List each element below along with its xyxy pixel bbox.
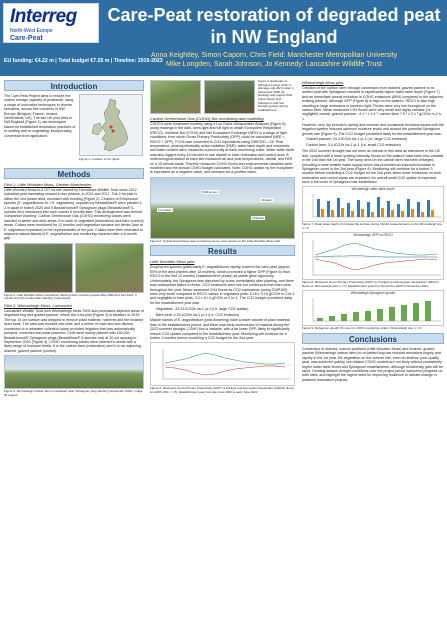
fig6-chart bbox=[150, 342, 295, 386]
lwm-results-text: Eriophorum species (particularly E. angustifolium) rapidly covered the bare peat (approx. 50% of the area planted after 18 months), which promoted a higher GPP (Figure 6) than RECO in the first 12 months ('establishment' phase) as plants grew vigorously. Unfortunately, the Sphagnum was disturbed by crows immediately after planting, and there was widespread failure to thrive. CO2 emissions were low but continuous from bare peat throughout the year. Mean measured CH4 fluxes as CO2 equivalents (using GWP100) were very small compared to RECO values in vegetated plots: 0.16 ± 0.16 gCO2e m-2 hr-1 and negligible in bare plots: 3.2 x 10-4 gCO2e m-2 hr-1. The CO2 budget (modelled data) for the establishment year was: bbox=[150, 265, 295, 305]
pilot1-heading: Pilot 1: Little Woolden Moss, Greater Manchester bbox=[4, 182, 92, 187]
interreg-logo bbox=[3, 3, 99, 43]
fig9-chart bbox=[302, 290, 444, 326]
right-column bbox=[302, 80, 444, 384]
fig2-photo-right bbox=[75, 243, 144, 293]
logo-programme: Care-Peat bbox=[10, 35, 43, 42]
funding-line: EU funding: €4.22 m | Total budget €7.55 m | Timeline: 2019-2023 bbox=[4, 58, 163, 64]
results-heading: Results bbox=[150, 245, 295, 256]
logo-subtitle: North-West Europe bbox=[10, 28, 53, 34]
fig4-photo-b bbox=[204, 80, 255, 114]
fig7-chart bbox=[302, 186, 444, 222]
authors-block bbox=[104, 51, 444, 69]
fig8-caption: Figure 8. Measured Gross Primary Productivity (GPP) (in full light) and Ecosystem Respiration (RECO) fluxes on Winmarleigh pilot; n = 6. Establishment year from November 2020 to November 2021. bbox=[302, 280, 439, 288]
conclusions-heading: Conclusions bbox=[302, 333, 444, 344]
winmarleigh-heading: Winmarleigh Moss pilot bbox=[302, 80, 344, 85]
authors-line-2: Mike Longden, Sarah Johnson, Jo Kennedy: Lancashire Wildlife Trust bbox=[166, 61, 382, 68]
fig2-photos bbox=[4, 243, 144, 293]
poster-title: Care-Peat restoration of degraded peat in NW England bbox=[107, 5, 441, 47]
farm-budget: Carbon farm: 3.4 tCO2e ha-1 yr-1 (i.e. small CO2 emission) bbox=[306, 143, 401, 148]
winmarleigh-text-3: The 2022 summer drought has not been as intense in this area as elsewhere in the UK and, coupled with a lower grazing intensity, fluxes on the pasture have been less variable in the 2nd than the 1st year. The sump area on the carbon farm has been enlarged, providing a more reliable water supply which has promoted an improved increase in Sphagnum cover in the 2nd year (Figure 9). Monitoring will continue for a further 3 months before modelling a CO2 budget for the 2nd year, when lower emissions on both restoration and control areas are expected. An overall small CO2 uptake is expected once a full cover of Sphagnum has established. bbox=[302, 149, 444, 185]
left-column bbox=[4, 80, 144, 399]
fig3-caption: Figure 3. Winmarleigh Carbon farm immediately after Sphagnum plug planting (September 2020), image 25 August. bbox=[4, 389, 143, 397]
fig9-caption: Figure 9. Sphagnum growth (% cover) in 100% monitoring collars, Winmarleigh site. n = 6. bbox=[302, 326, 422, 331]
fig8-svg bbox=[303, 237, 445, 279]
fig4-block bbox=[150, 80, 295, 114]
authors-line-1: Anna Keightley, Simon Caporn, Chris Field: Manchester Metropolitan University bbox=[150, 52, 398, 59]
intro-block bbox=[4, 94, 144, 168]
conclusions-text: Conversion of drained, cutover peatland (Little Woolden Moss) and drained, grazed pasture (Winmarleigh carbon farm) to re-wetted bog has reduced emissions hugely and rapidly in the 1st year. Re-vegetation on the cutover site, even on shallow, poor-quality peat, was achieved quickly, but reliable CGHG models are not likely without consistently higher water table levels and Sphagnum establishment, although biodiversity gain will be rapid. Growing-season drought conditions over the project period hampered progress on both sites, and highlight the urgent need for improving resilience to climate change in peatland restoration projects. bbox=[302, 347, 443, 382]
winmarleigh-text-2: However, very dry periods in spring and summer and occasional technical issues with the irrigation system reduced optimum moisture levels and slowed the potential Sphagnum growth rate (Figure 9). The CO2 budget (modelled data) for the establishment year was: bbox=[302, 122, 444, 136]
fig2-photo-left bbox=[4, 243, 73, 293]
fig4-caption: Figure 4. Examples of Sphagnum plugs within a drainage sub-ditch collar in September 2020 (at planting) and August 2021 (right) shown and Sphagnum and fork bordering plugs during establishment. bbox=[257, 79, 294, 112]
fig8-title: Winmarleigh GPP vs RECO bbox=[353, 233, 393, 238]
fig3-photo bbox=[4, 355, 144, 389]
fig7-svg bbox=[303, 191, 445, 221]
fig4-photo-a bbox=[150, 80, 201, 114]
pilot1-text: Little Woolden Moss is a 107-ha site owned by Lancashire Wildlife Trust since 2012. Industrial peat harvesting ceased in two phases, in 2012 and 2017. The 2-ha pilot is within the 2nd phase area, enclosed with bunding (Figure 2). Clusters of Eriophorum species (E. angustifolium to 1 E. vaginatum), supplied by BeadaMoss® were planted 1-2 m apart in March 2020 and 5 BeadaHumok® Sphagnum plugs (BeadaMoss® 5-species mix) introduced into each cluster 6 months later. This arrangement was termed 'companion planting'. Carbon Greenhouse Gas (CGHG) monitoring collars were inserted in wetter and drier areas, 6 in each of vegetated (restoration) and bare (control) areas. Collars were monitored for 12 months until vegetation became too dense (due to E. vaginatum expansion) to be representative of the plot. Collars were then relocated to adjacent natural stands of E. angustifolium and monitoring resumed after a 6-month gap. bbox=[4, 188, 144, 241]
photo-label-2: Chamber bbox=[252, 215, 265, 220]
lwm-results-heading: Little Woolden Moss pilot bbox=[150, 259, 195, 265]
fig7-title: Winmarleigh water table depth bbox=[351, 187, 395, 192]
grazed-budget: Grazed pasture: 24.4 tCO2e ha-1 yr-1 (i.e. large CO2 emission) bbox=[306, 137, 408, 142]
pilot2-text: Lancashire Wildlife Trust own Winmarleigh Moss SSSI and purchased adjacent areas of degraded bog and grazed pasture, where the 4-ha pilot (Figure 3) is situated, in 2019. The top 10 cm surface was stripped to remove plant material, nutrients and the invasive seed bank. The area was bunded into cells, and a series of main and sub-ditches connected to a rainwater collection sump provided irrigation that was automatically pumped, controlled and solar-powered. Cells were mainly planted with 150,000 BeadaHumok® Sphagnum plugs (BeadaMoss® 5-species mix) at 20 cm spacing in September 2020 (Figure 4). CGHG monitoring collars were inserted in areas with a likely range of moisture levels: 6 in the carbon farm (restoration) and 6 on an adjoining drained, grazed pasture (control). bbox=[4, 309, 144, 353]
photo-label-0: Los Gatos bbox=[158, 207, 172, 212]
logo-wordmark: Interreg bbox=[10, 6, 77, 27]
fig1-caption: Figure 1. Location of UK pilots. bbox=[79, 157, 121, 161]
poster-header bbox=[0, 0, 447, 76]
fig2-caption: Figure 2. Little Woolden Moss companion planting with monitoring areas May 2020 and July 2021, 3 months and 16 months after planting, respectively. bbox=[4, 292, 137, 301]
cghg-heading: Carbon Greenhouse Gas (CGHG) flux monitoring and modelling bbox=[150, 116, 264, 121]
pilot2-heading: Pilot 2: Winmarleigh Moss, Lancashire bbox=[4, 303, 72, 309]
introduction-text: The Care-Peat Project aims to restore the carbon storage capacity of peatlands, using a range of innovative techniques in diverse scenarios, across five countries in NW Europe (Belgium, France, Ireland, Netherlands, UK). The two UK pilot sites in NW England (Figure 1) use techniques based on established restoration practices of re-wetting and re-vegetating, incorporating conversion from agriculture. bbox=[4, 94, 76, 138]
lwm-vegetated-budget: Vegetated: -33.23 tCO2e ha-1 yr-1 (i.e. large CO2 uptake) bbox=[156, 306, 249, 311]
methods-heading: Methods bbox=[4, 168, 144, 179]
fig6-caption: Figure 6. Measured Gross Primary Productivity (GPP) vs full light and Ecosystem Respiration (RECO) fluxes on LWM (vWs > = 5). Establishment year from late June 2020 to early June 2021. bbox=[150, 386, 294, 395]
lwm-results-text-2: Mature stands of E. angustifolium (post-flowering) have a lower volume of plant material than in the establishment period, and there was early senescence of material during the 2022 summer drought. CGHG flux is variable, with a far lower GPP, likely to significantly reduce CO2 uptake compared to the establishment year. Monitoring will continue for a further 3 months before modelling a CO2 budget for the 2nd year. bbox=[150, 318, 290, 341]
fig8-chart bbox=[302, 232, 444, 280]
photo-label-1: PAR sensor bbox=[202, 189, 218, 194]
uk-map-icon bbox=[80, 95, 143, 156]
fig5-photo bbox=[150, 177, 295, 239]
fig9-svg bbox=[303, 295, 445, 325]
middle-column bbox=[150, 80, 295, 397]
fig9-title: Winmarleigh Sphagnum growth bbox=[350, 291, 396, 296]
fig6-svg bbox=[151, 343, 296, 387]
photo-label-3: Dipwell bbox=[262, 197, 272, 202]
cghg-text: CGHG's were measured monthly using a Los Gatos Ultraportable Analyser (Figure 5), using readings in the dark, semi-light and full light to obtain Ecosystem Respiration (RECO), methane flux (FCH4) and Net Ecosystem Exchange (NEE) in a range of light conditions, from which Gross Primary Productivity (GPP) could be calculated (NEE = RECO + GPP). FCH4 was converted to CO2 equivalents using GWP100 = 28. Peat temperature, photosynthetically active radiation (PAR), water table depth and volumetric soil water content were measured concurrently at each monitoring collar. Water table depth was also logged every 15 minutes in one dipwell in each restoration and control area. A meteorological station at each site measured air and peat temperatures, rainfall, and PAR on a 15-minute basis. Thereby measured CGHG fluxes and environmental variables were modelled and the annual CGHG budget calculated. Note: CGHG uptake by the ecosystem is expressed as a negative value, and emission as a positive value. bbox=[150, 122, 295, 175]
winmarleigh-text: Creation of the 'carbon farm' through conversion from drained, grazed pasture to re-wetted peat with Sphagnum resulted in significantly higher water table depth (Figure 7) and an immediate annual reduction in CGHG emissions (86%) compared to the adjacent existing pasture. Although GPP (Figure 8) is high on the pasture, RECO is also high resulting in large emissions in low/zero light. Fluxes were very low throughout on the carbon farm. Mean measured CH4 fluxes were very small and highly variable (i.e. negligible) overall; grazed pasture: -4.1 * ± 1.4 ³, carbon farm 7.9 ¹ ± 2.1 ³ gCO2e m-2 h-1. bbox=[302, 86, 443, 121]
uk-map-figure bbox=[79, 94, 143, 156]
lwm-bare-budget: Bare peat: 4.25 tCO2e ha-1 yr-1 (i.e. CO2 emission) bbox=[156, 312, 240, 317]
introduction-heading: Introduction bbox=[4, 80, 144, 91]
fig5-caption: Figure 5. Typical Greenhouse Gas monitoring set-up, here shown on the Little Woolden Moss pilot. bbox=[150, 238, 281, 243]
fig7-caption: Figure 7. Mean water depth (cm) below the surface during CGHG measurements on the Winmarleigh site. n = 6. bbox=[302, 222, 443, 230]
